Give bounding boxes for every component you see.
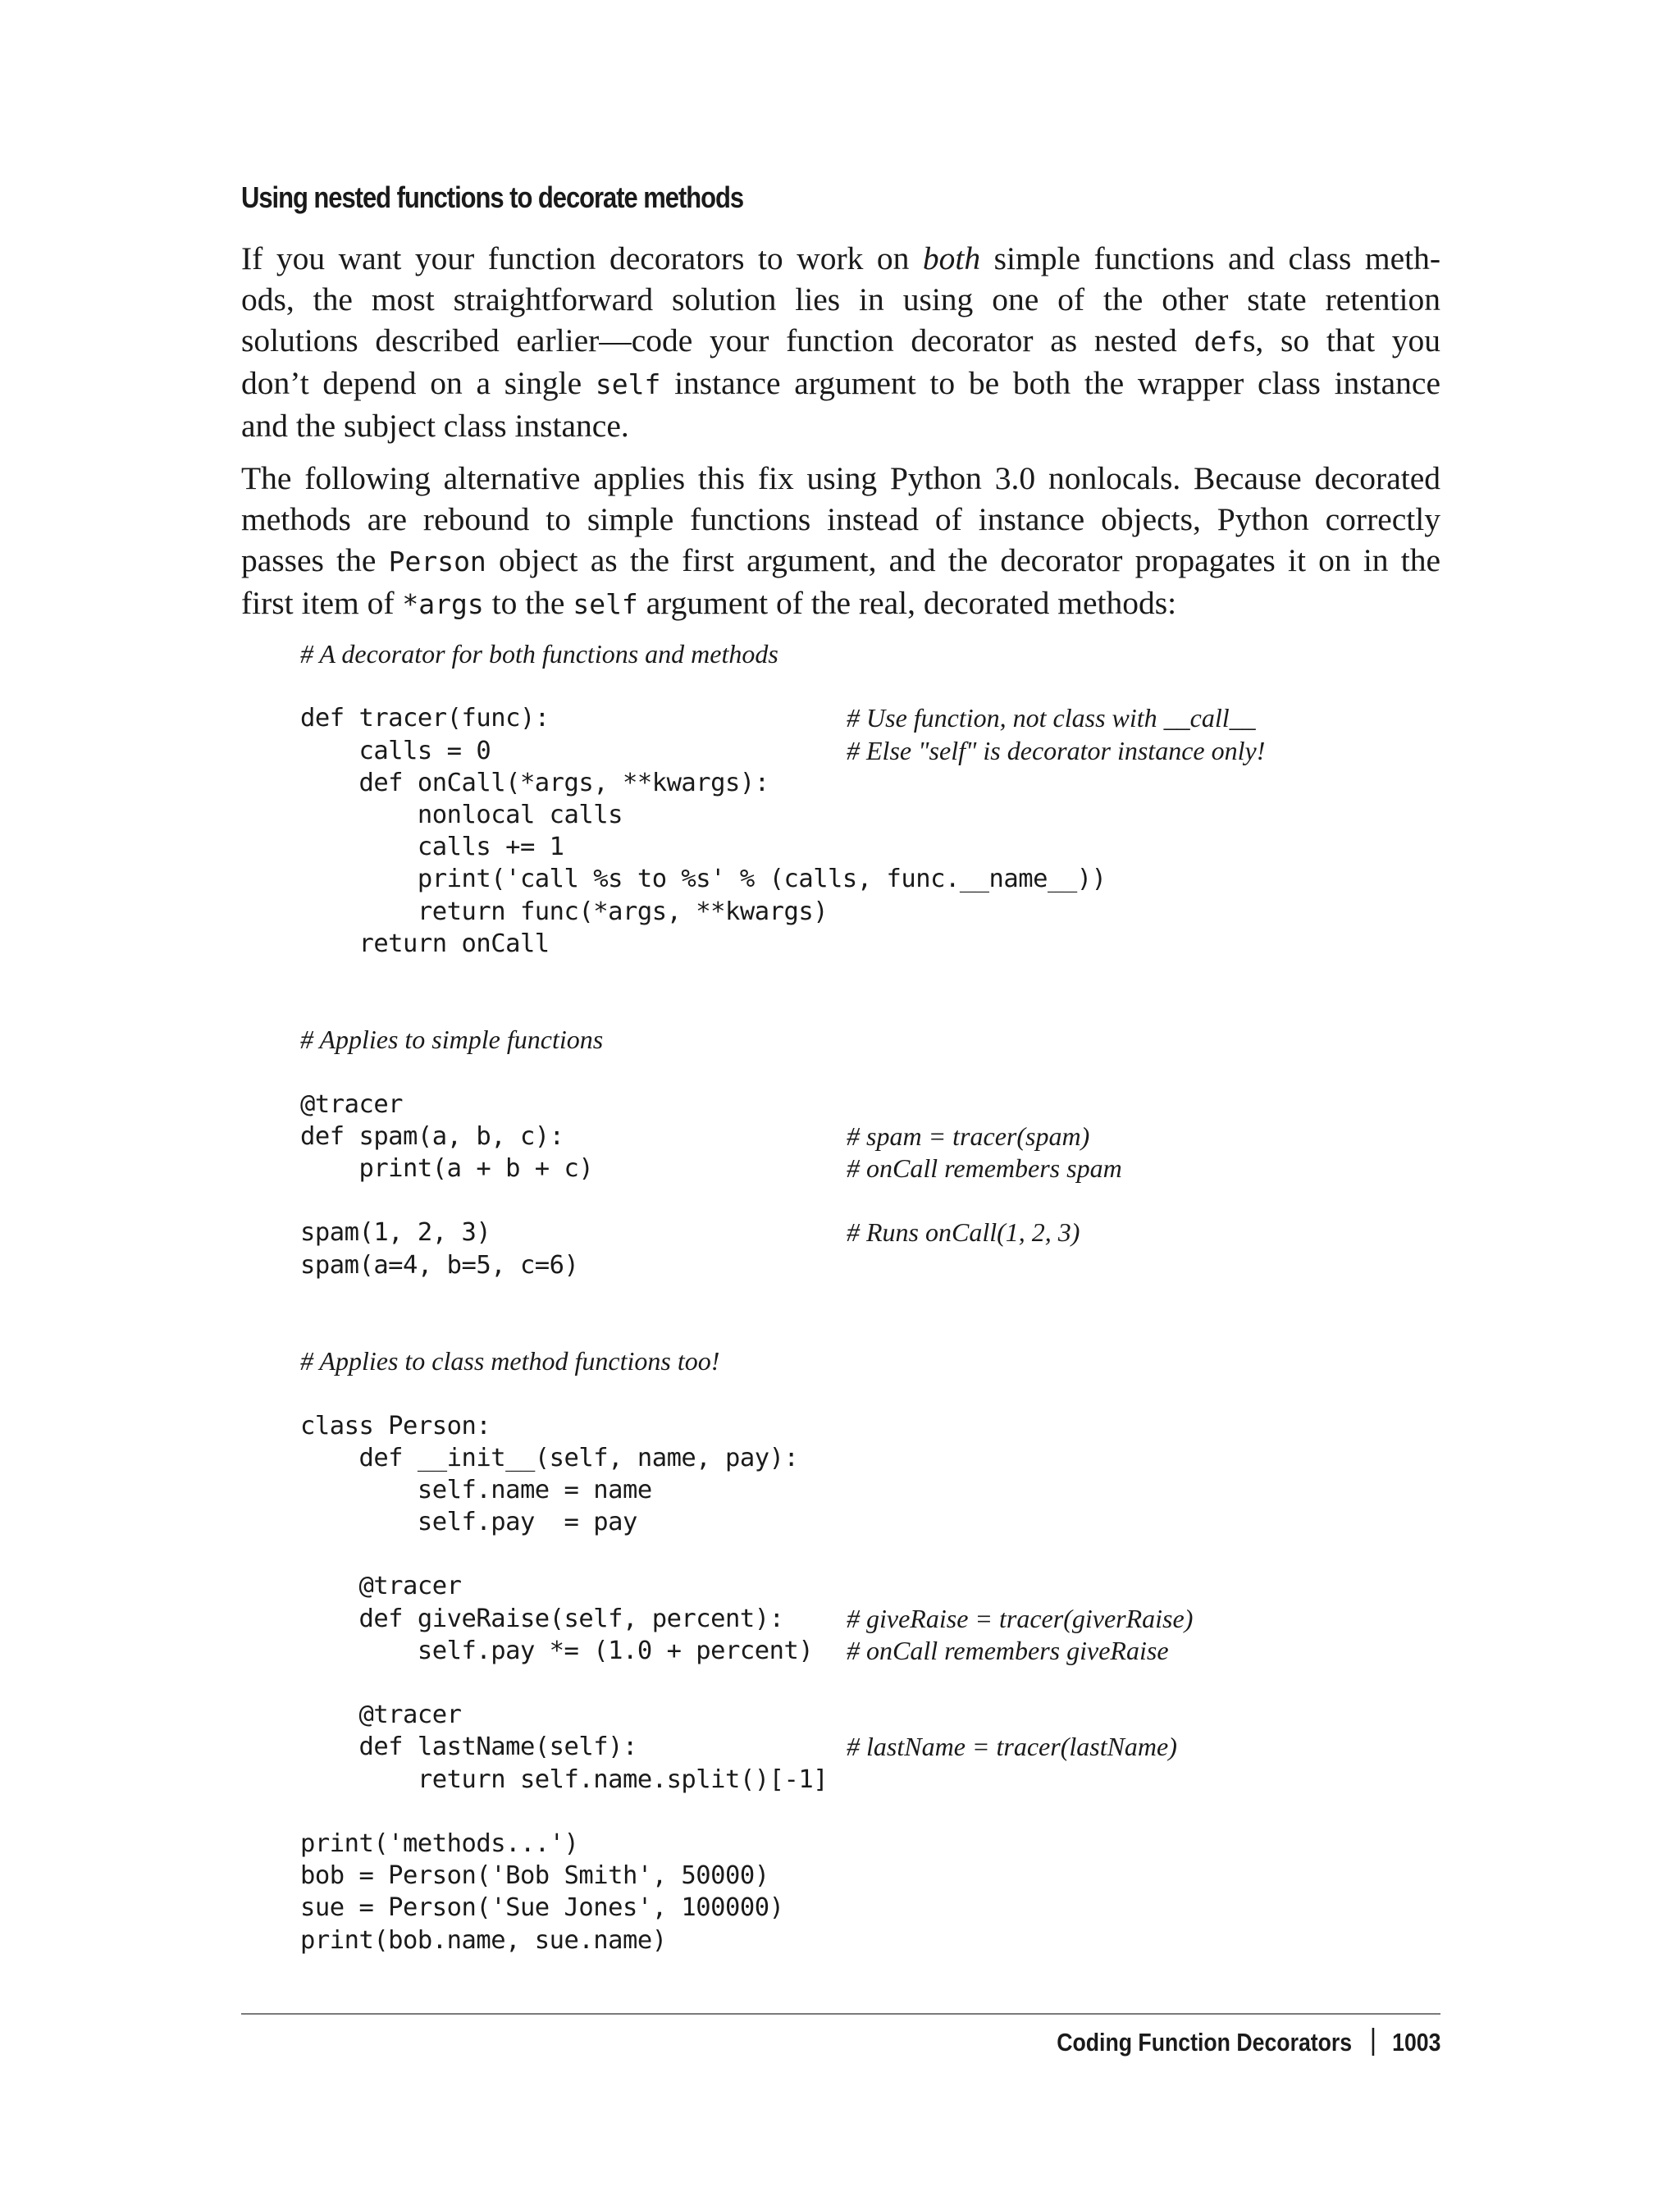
code-line	[300, 928, 1440, 960]
code-text: def lastName(self):	[300, 1732, 637, 1762]
text-run: first item of	[241, 585, 403, 621]
code-text: return func(*args, **kwargs)	[300, 897, 829, 926]
code-line	[300, 767, 1440, 799]
inline-code: Person	[388, 546, 486, 578]
code-comment-line: # Applies to simple functions	[300, 1025, 604, 1055]
text-run: don’t depend on a single	[241, 365, 596, 401]
code-text: print(a + b + c)	[300, 1154, 594, 1183]
text-run: simple functions and class meth-	[980, 240, 1440, 276]
code-text: self.name = name	[300, 1475, 652, 1504]
text-run: instance argument to be both the wrapper class instance	[660, 365, 1440, 401]
code-comment: # onCall remembers spam	[847, 1153, 1122, 1183]
code-line	[300, 1828, 1440, 1860]
footer-rule	[241, 2013, 1440, 2015]
footer-separator	[1372, 2028, 1374, 2056]
footer-section-title: Coding Function Decorators	[1056, 2028, 1352, 2057]
code-text: print('methods...')	[300, 1828, 579, 1858]
code-line	[300, 1699, 1440, 1731]
code-line	[300, 1538, 1440, 1570]
code-line	[300, 1764, 1440, 1796]
text-run: solutions described earlier—code your function decorator as nested	[241, 322, 1194, 358]
code-line	[300, 960, 1440, 992]
code-line	[300, 1731, 1440, 1763]
inline-code: self	[573, 588, 638, 620]
code-line	[300, 1056, 1440, 1088]
code-comment-line: # Applies to class method functions too!	[300, 1346, 720, 1376]
code-line	[300, 735, 1440, 767]
code-line	[300, 1345, 1440, 1377]
code-text: return self.name.split()[-1]	[300, 1764, 829, 1794]
code-line	[300, 896, 1440, 928]
code-comment: # Runs onCall(1, 2, 3)	[847, 1217, 1080, 1248]
inline-code: def	[1194, 326, 1244, 358]
code-text: print('call %s to %s' % (calls, func.__name__))	[300, 865, 1107, 894]
code-line	[300, 1570, 1440, 1602]
body-paragraph-2	[241, 458, 1440, 625]
code-text: @tracer	[300, 1089, 404, 1119]
code-text: calls += 1	[300, 833, 564, 862]
code-text: spam(1, 2, 3)	[300, 1218, 491, 1248]
code-listing	[300, 638, 1440, 1956]
text-line	[241, 582, 1440, 625]
code-line	[300, 1892, 1440, 1924]
code-line	[300, 1410, 1440, 1442]
code-line	[300, 1474, 1440, 1506]
code-text: @tracer	[300, 1572, 462, 1601]
code-line	[300, 1217, 1440, 1249]
code-line	[300, 1313, 1440, 1345]
code-line	[300, 1121, 1440, 1153]
text-line	[241, 540, 1440, 582]
text-line	[241, 320, 1440, 363]
code-line	[300, 1089, 1440, 1121]
code-text: def spam(a, b, c):	[300, 1121, 564, 1151]
code-text: calls = 0	[300, 736, 491, 765]
code-comment-line: # A decorator for both functions and methods	[300, 639, 778, 669]
code-text: bob = Person('Bob Smith', 50000)	[300, 1861, 769, 1891]
body-paragraph-1	[241, 238, 1440, 446]
code-line	[300, 1185, 1440, 1217]
page-number: 1003	[1391, 2028, 1440, 2057]
code-comment: # spam = tracer(spam)	[847, 1121, 1090, 1151]
code-line	[300, 1667, 1440, 1699]
text-run: methods are rebound to simple functions instead of instance objects, Python correctly	[241, 501, 1440, 537]
code-text: nonlocal calls	[300, 800, 623, 829]
text-run: If you want your function decorators to work on	[241, 240, 923, 276]
code-comment: # giveRaise = tracer(giverRaise)	[847, 1603, 1194, 1633]
code-line	[300, 1281, 1440, 1313]
text-run: to the	[483, 585, 573, 621]
code-line	[300, 1249, 1440, 1281]
text-run: s, so that you	[1243, 322, 1440, 358]
inline-code: *args	[402, 588, 484, 620]
text-run: object as the first argument, and the decorator propagates it on in the	[486, 542, 1440, 578]
text-run: argument of the real, decorated methods:	[637, 585, 1177, 621]
code-text: return onCall	[300, 929, 550, 958]
code-line	[300, 1153, 1440, 1185]
code-comment: # Use function, not class with __call__	[847, 703, 1256, 733]
code-line	[300, 670, 1440, 702]
code-text: print(bob.name, sue.name)	[300, 1925, 667, 1955]
code-line	[300, 1506, 1440, 1538]
emphasis: both	[922, 240, 981, 276]
code-line	[300, 831, 1440, 863]
text-run: passes the	[241, 542, 389, 578]
code-text: def tracer(func):	[300, 704, 550, 733]
code-line	[300, 1860, 1440, 1892]
code-line	[300, 1603, 1440, 1635]
text-run: and the subject class instance.	[241, 408, 629, 444]
code-line	[300, 638, 1440, 670]
running-footer	[1057, 2028, 1440, 2057]
code-text: class Person:	[300, 1411, 491, 1440]
section-heading: Using nested functions to decorate methods	[241, 180, 744, 214]
code-comment: # lastName = tracer(lastName)	[847, 1732, 1177, 1762]
code-line	[300, 1635, 1440, 1667]
text-line	[241, 238, 1440, 279]
code-text: self.pay *= (1.0 + percent)	[300, 1636, 814, 1665]
code-comment: # Else "self" is decorator instance only!	[847, 735, 1266, 765]
text-run: The following alternative applies this fix using Python 3.0 nonlocals. Because decorated	[241, 460, 1440, 496]
code-line	[300, 702, 1440, 734]
code-text: spam(a=4, b=5, c=6)	[300, 1250, 579, 1280]
code-text: def giveRaise(self, percent):	[300, 1604, 784, 1633]
text-line	[241, 279, 1440, 320]
text-line	[241, 363, 1440, 405]
text-run: ods, the most straightforward solution lies in using one of the other state retention	[241, 281, 1440, 317]
code-line	[300, 1442, 1440, 1474]
code-line	[300, 992, 1440, 1024]
code-text: self.pay = pay	[300, 1508, 637, 1537]
code-line	[300, 863, 1440, 895]
code-text: @tracer	[300, 1701, 462, 1730]
code-line	[300, 1796, 1440, 1828]
code-line	[300, 1024, 1440, 1056]
code-line	[300, 1924, 1440, 1956]
text-line	[241, 499, 1440, 540]
code-text: sue = Person('Sue Jones', 100000)	[300, 1893, 784, 1923]
text-line	[241, 405, 1440, 446]
code-text: def __init__(self, name, pay):	[300, 1443, 799, 1472]
code-comment: # onCall remembers giveRaise	[847, 1635, 1169, 1665]
code-line	[300, 799, 1440, 831]
code-text: def onCall(*args, **kwargs):	[300, 768, 769, 797]
code-line	[300, 1377, 1440, 1409]
inline-code: self	[595, 368, 661, 400]
text-line	[241, 458, 1440, 499]
